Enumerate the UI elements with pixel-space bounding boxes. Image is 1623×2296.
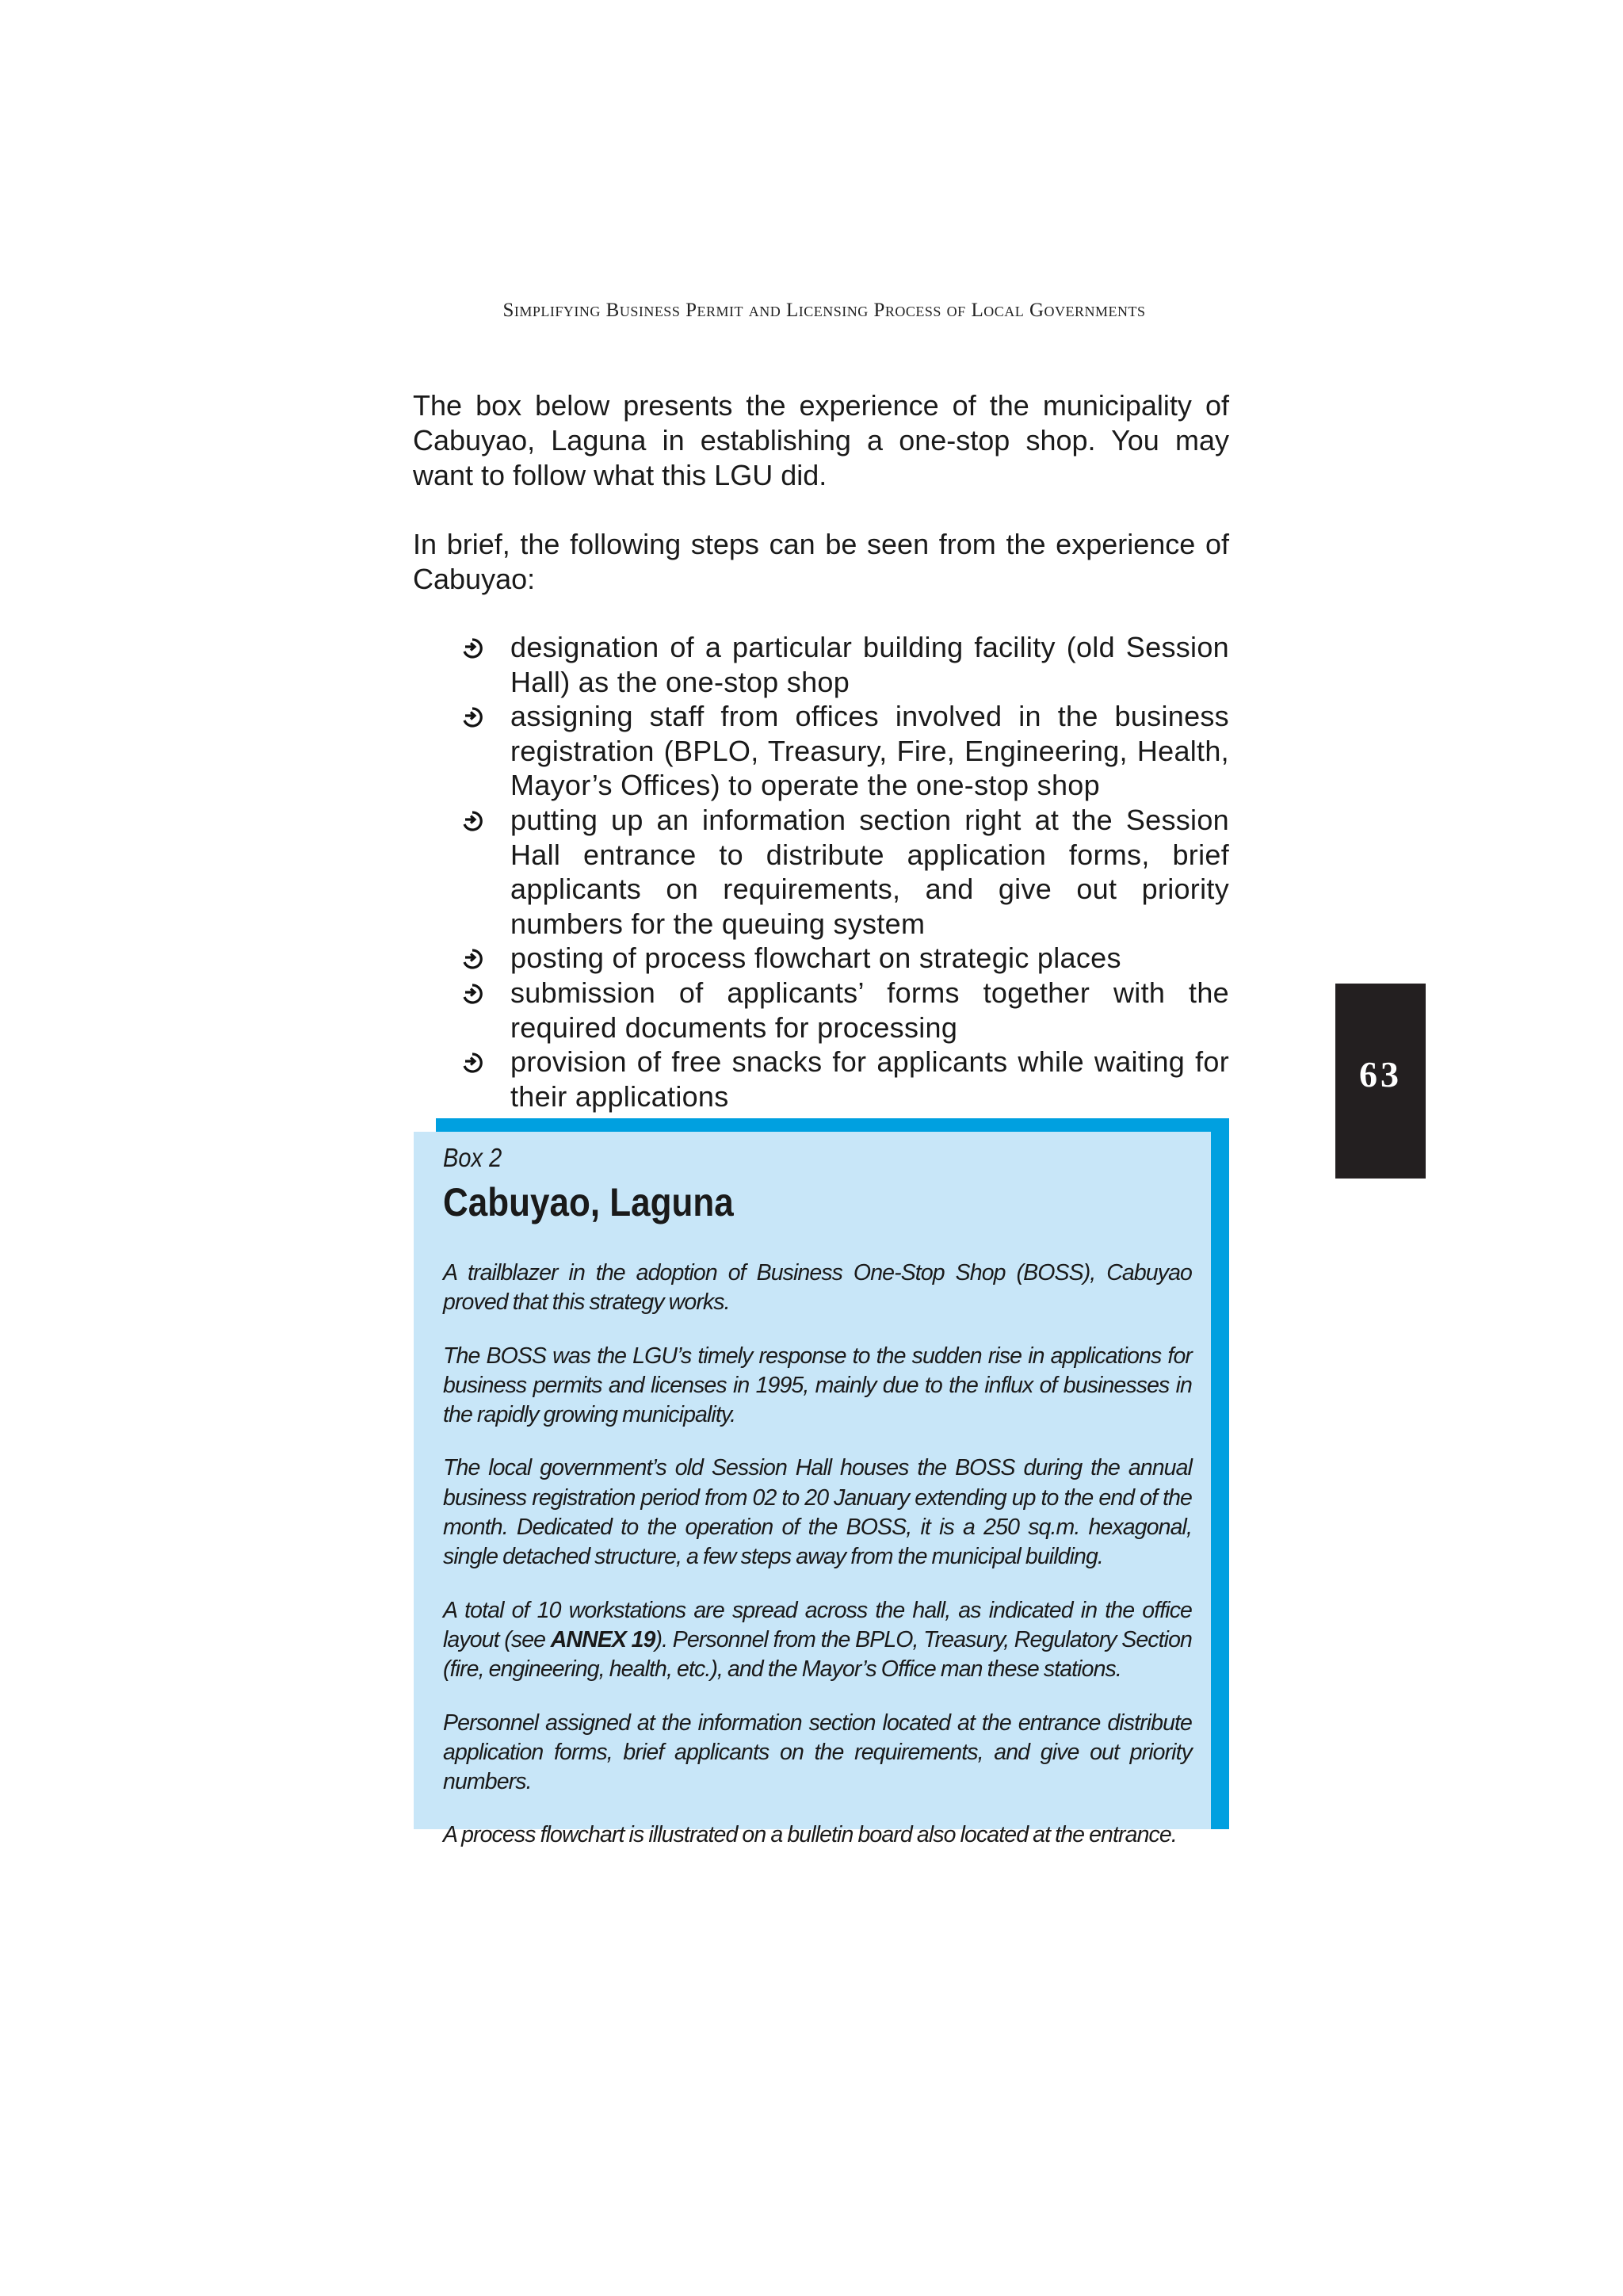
page-number: 63 — [1359, 1054, 1402, 1095]
case-study-content — [443, 1142, 1192, 1874]
list-item-text: assigning staff from offices involved in the business registration (BPLO, Treasury, Fire, Engineering, Health, Mayor’s Offices) to operate the one-stop shop — [510, 700, 1229, 802]
intro-paragraph: The box below presents the experience of the municipality of Cabuyao, Laguna in establishing a one-stop shop. You may want to follow what this LGU did. — [413, 389, 1229, 491]
box-paragraph: The BOSS was the LGU’s timely response to the sudden rise in applications for business permits and licenses in 1995, mainly due to the influx of businesses in the rapidly growing municipality. — [443, 1343, 1192, 1428]
list-item — [413, 976, 1229, 1045]
box-label: Box 2 — [443, 1143, 502, 1172]
right-arrow-circle-icon — [462, 984, 483, 1004]
list-item — [413, 630, 1229, 699]
steps-list — [413, 630, 1229, 1114]
list-item-text: posting of process flowchart on strategic places — [510, 942, 1121, 975]
annex-text-after: ). Personnel from the BPLO, Treasury, Regulatory Section (fire, engineering, health, etc.), and the Mayor’s Office man these stations. — [443, 1626, 1193, 1683]
box-body — [443, 1259, 1192, 1851]
annex-reference: ANNEX 19 — [550, 1626, 655, 1652]
list-item-text: provision of free snacks for applicants while waiting for their applications — [510, 1045, 1229, 1113]
steps-intro-paragraph: In brief, the following steps can be seen from the experience of Cabuyao: — [413, 528, 1229, 595]
list-item-text: designation of a particular building facility (old Session Hall) as the one-stop shop — [510, 631, 1229, 698]
list-item — [413, 1045, 1229, 1114]
annex-text-before: A total of 10 workstations are spread across the hall, as indicated in the office layout (see — [443, 1597, 1192, 1652]
page-number-tab — [1335, 984, 1426, 1179]
right-arrow-circle-icon — [462, 707, 483, 728]
list-item — [413, 699, 1229, 803]
box-title: Cabuyao, Laguna — [443, 1180, 734, 1224]
running-header: Simplifying Business Permit and Licensing Process of Local Governments — [502, 300, 1146, 321]
right-arrow-circle-icon — [462, 1052, 483, 1073]
right-arrow-circle-icon — [462, 638, 483, 659]
list-item-text: putting up an information section right at the Session Hall entrance to distribute application forms, brief applicants on requirements, and give out priority numbers for the queuing system — [510, 803, 1229, 940]
box-paragraph: A trailblazer in the adoption of Business One-Stop Shop (BOSS), Cabuyao proved that this strategy works. — [443, 1260, 1192, 1316]
list-item — [413, 941, 1229, 976]
list-item-text: submission of applicants’ forms together with the required documents for processing — [510, 976, 1229, 1044]
right-arrow-circle-icon — [462, 949, 483, 969]
list-item — [413, 803, 1229, 941]
box-paragraph: The local government’s old Session Hall houses the BOSS during the annual business registration period from 02 to 20 January extending up to the end of the month. Dedicated to the operation of the BOSS, it is a 250 sq.m. hexagonal, single detached structure, a few steps away from the municipal building. — [443, 1455, 1192, 1570]
box-paragraph: Personnel assigned at the information section located at the entrance distribute application forms, brief applicants on the requirements, and give out priority numbers. — [443, 1710, 1192, 1795]
right-arrow-circle-icon — [462, 811, 483, 831]
box-paragraph — [443, 1596, 1192, 1685]
box-paragraph: A process flowchart is illustrated on a bulletin board also located at the entrance. — [443, 1822, 1177, 1848]
